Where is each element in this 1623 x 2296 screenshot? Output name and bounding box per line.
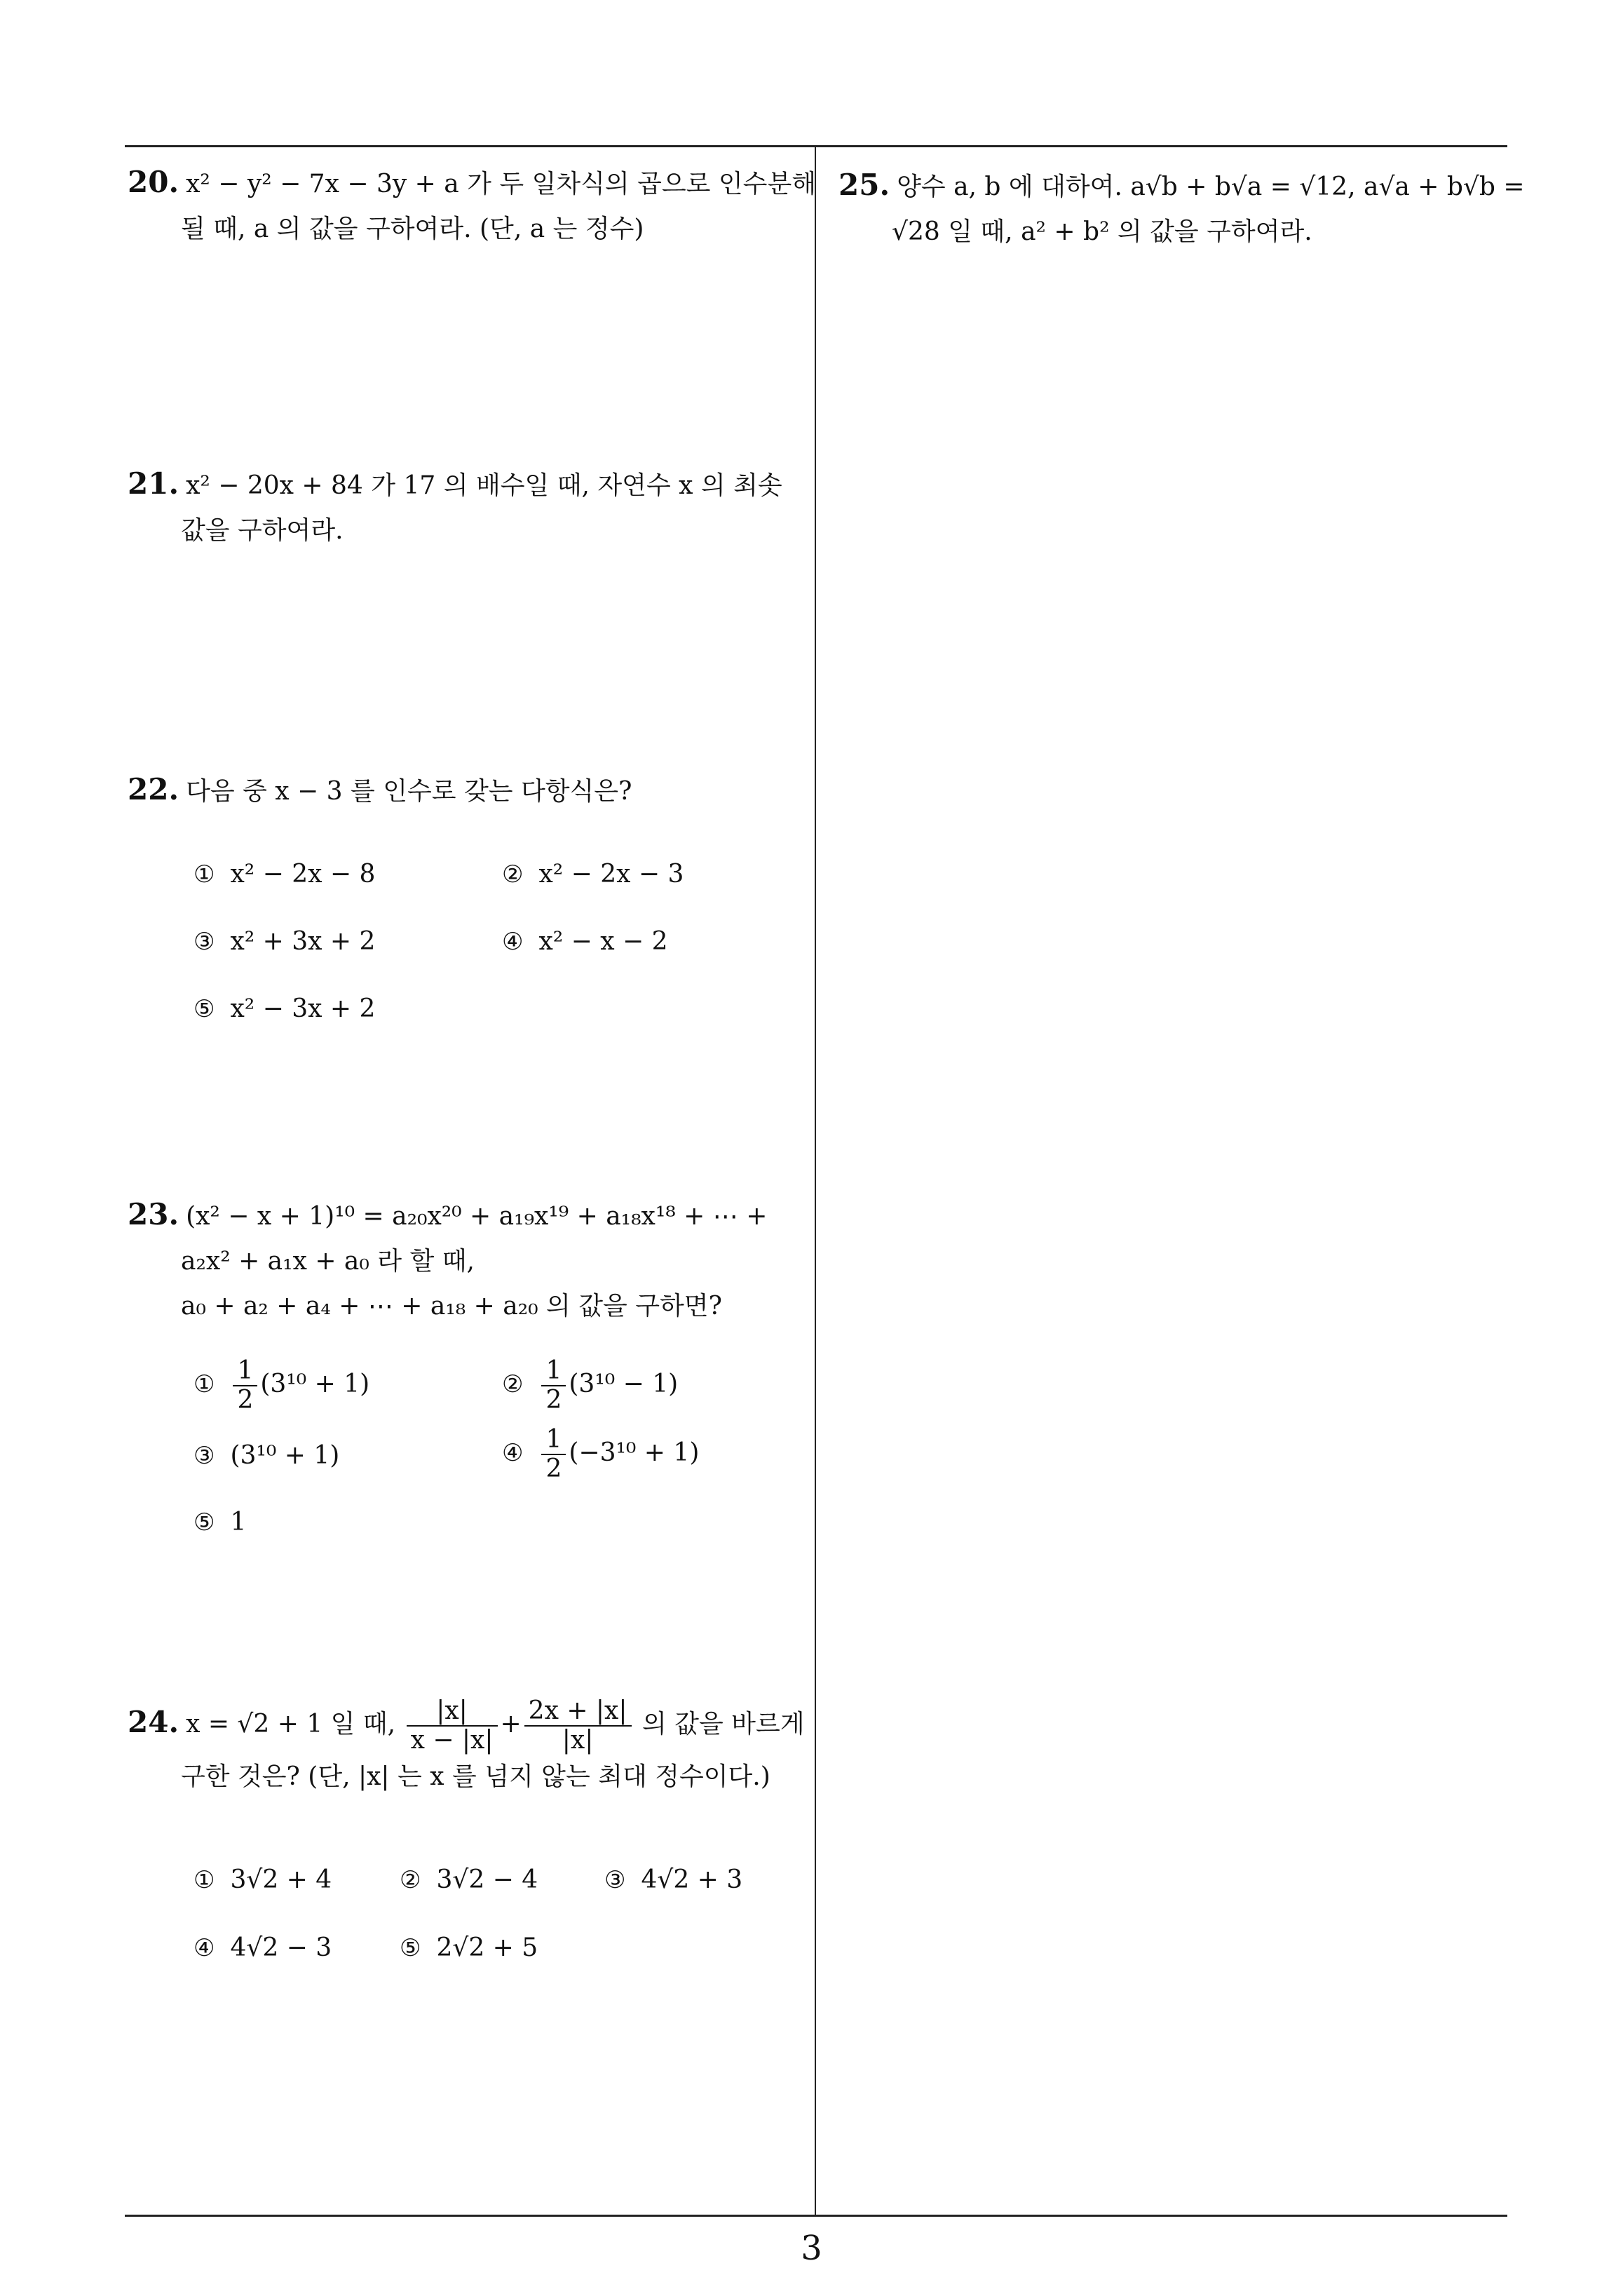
- fraction-numerator: 2x + |x|: [524, 1697, 632, 1727]
- choice-2[interactable]: [502, 860, 684, 889]
- problem-text: 의 값을 바르게: [641, 1710, 805, 1738]
- problem-text: a₀ + a₂ + a₄ + ⋯ + a₁₈ + a₂₀ 의 값을 구하면?: [181, 1292, 722, 1321]
- choice-mark: ⑤: [400, 1934, 421, 1962]
- choice-mark: ②: [400, 1866, 421, 1894]
- choice-mark: ⑤: [193, 1508, 215, 1537]
- problem-text: √28 일 때, a² + b² 의 값을 구하여라.: [892, 217, 1312, 246]
- choice-text: (−3¹⁰ + 1): [569, 1438, 700, 1467]
- column-divider: [815, 145, 816, 2217]
- problem-number: 20.: [128, 165, 179, 199]
- choice-4[interactable]: [193, 1933, 332, 1962]
- choice-1[interactable]: [193, 1357, 369, 1414]
- choice-1[interactable]: [193, 1865, 332, 1894]
- problem-text: 값을 구하여라.: [181, 516, 344, 545]
- problem-25: [838, 163, 1525, 255]
- choice-mark: ①: [193, 860, 215, 889]
- choice-text: x² − 2x − 8: [230, 860, 376, 889]
- fraction-denominator: 2: [545, 1386, 562, 1414]
- choice-text: 2√2 + 5: [436, 1933, 538, 1962]
- choice-4[interactable]: [502, 927, 668, 956]
- problem-text: 양수 a, b 에 대하여. a√b + b√a = √12, a√a + b√b =: [897, 173, 1525, 201]
- fraction-numerator: |x|: [407, 1697, 498, 1727]
- choice-mark: ③: [193, 1442, 215, 1470]
- problem-text: (x² − x + 1)¹⁰ = a₂₀x²⁰ + a₁₉x¹⁹ + a₁₈x¹⁸ + ⋯ +: [186, 1202, 768, 1231]
- problem-20: [128, 160, 816, 252]
- problem-23: [128, 1192, 767, 1329]
- choice-mark: ①: [193, 1370, 215, 1398]
- choice-5[interactable]: [193, 994, 375, 1023]
- choice-2[interactable]: [502, 1357, 678, 1414]
- choice-mark: ①: [193, 1866, 215, 1894]
- problem-21: [128, 461, 782, 553]
- choice-text: x² − 2x − 3: [538, 860, 684, 889]
- choice-mark: ④: [502, 1439, 524, 1467]
- choice-text: (3¹⁰ − 1): [569, 1370, 679, 1398]
- fraction-denominator: 2: [237, 1386, 254, 1414]
- choice-3[interactable]: [193, 927, 375, 956]
- problem-text: 될 때, a 의 값을 구하여라. (단, a 는 정수): [181, 215, 644, 243]
- fraction-denominator: x − |x|: [410, 1726, 494, 1755]
- fraction: [407, 1697, 498, 1755]
- problem-text: 구한 것은? (단, |x| 는 x 를 넘지 않는 최대 정수이다.): [181, 1762, 770, 1791]
- choice-text: x² − x − 2: [538, 927, 668, 956]
- fraction-numerator: 1: [541, 1426, 566, 1455]
- choice-text: x² − 3x + 2: [230, 994, 376, 1023]
- problem-text: x² − 20x + 84 가 17 의 배수일 때, 자연수 x 의 최솟: [186, 471, 782, 500]
- problem-text: a₂x² + a₁x + a₀ 라 할 때,: [181, 1247, 475, 1276]
- problem-text: 다음 중 x − 3 를 인수로 갖는 다항식은?: [186, 777, 632, 806]
- problem-number: 25.: [838, 168, 890, 202]
- choice-mark: ④: [502, 928, 524, 956]
- top-rule: [125, 145, 1507, 147]
- choice-mark: ④: [193, 1934, 215, 1962]
- fraction: [233, 1357, 257, 1414]
- problem-24: [128, 1697, 805, 1799]
- plus-sign: +: [500, 1710, 522, 1738]
- choice-text: (3¹⁰ + 1): [230, 1441, 340, 1470]
- fraction-denominator: 2: [545, 1454, 562, 1483]
- choice-mark: ③: [604, 1866, 626, 1894]
- choice-text: x² + 3x + 2: [230, 927, 376, 956]
- choice-mark: ②: [502, 1370, 524, 1398]
- problem-text: x = √2 + 1 일 때,: [186, 1710, 396, 1738]
- choice-3[interactable]: [193, 1441, 339, 1470]
- fraction: [541, 1357, 566, 1414]
- problem-number: 21.: [128, 466, 179, 501]
- choice-mark: ③: [193, 928, 215, 956]
- choice-text: (3¹⁰ + 1): [260, 1370, 370, 1398]
- problem-number: 24.: [128, 1705, 179, 1739]
- choice-mark: ②: [502, 860, 524, 889]
- choice-1[interactable]: [193, 860, 375, 889]
- choice-text: 1: [230, 1508, 247, 1537]
- choice-2[interactable]: [400, 1865, 538, 1894]
- page-number: 3: [801, 2229, 822, 2268]
- fraction: [541, 1426, 566, 1483]
- choice-text: 3√2 + 4: [230, 1865, 332, 1894]
- problem-number: 23.: [128, 1197, 179, 1231]
- problem-22: [128, 767, 632, 814]
- choice-text: 4√2 + 3: [641, 1865, 743, 1894]
- bottom-rule: [125, 2215, 1507, 2217]
- choice-4[interactable]: [502, 1426, 699, 1483]
- fraction: [524, 1697, 632, 1755]
- choice-5[interactable]: [400, 1933, 538, 1962]
- problem-text: x² − y² − 7x − 3y + a 가 두 일차식의 곱으로 인수분해: [186, 170, 817, 198]
- problem-number: 22.: [128, 772, 179, 806]
- choice-3[interactable]: [604, 1865, 742, 1894]
- choice-text: 3√2 − 4: [436, 1865, 538, 1894]
- fraction-denominator: |x|: [562, 1726, 594, 1755]
- choice-text: 4√2 − 3: [230, 1933, 332, 1962]
- choice-5[interactable]: [193, 1508, 246, 1537]
- fraction-numerator: 1: [541, 1357, 566, 1386]
- fraction-numerator: 1: [233, 1357, 257, 1386]
- choice-mark: ⑤: [193, 995, 215, 1023]
